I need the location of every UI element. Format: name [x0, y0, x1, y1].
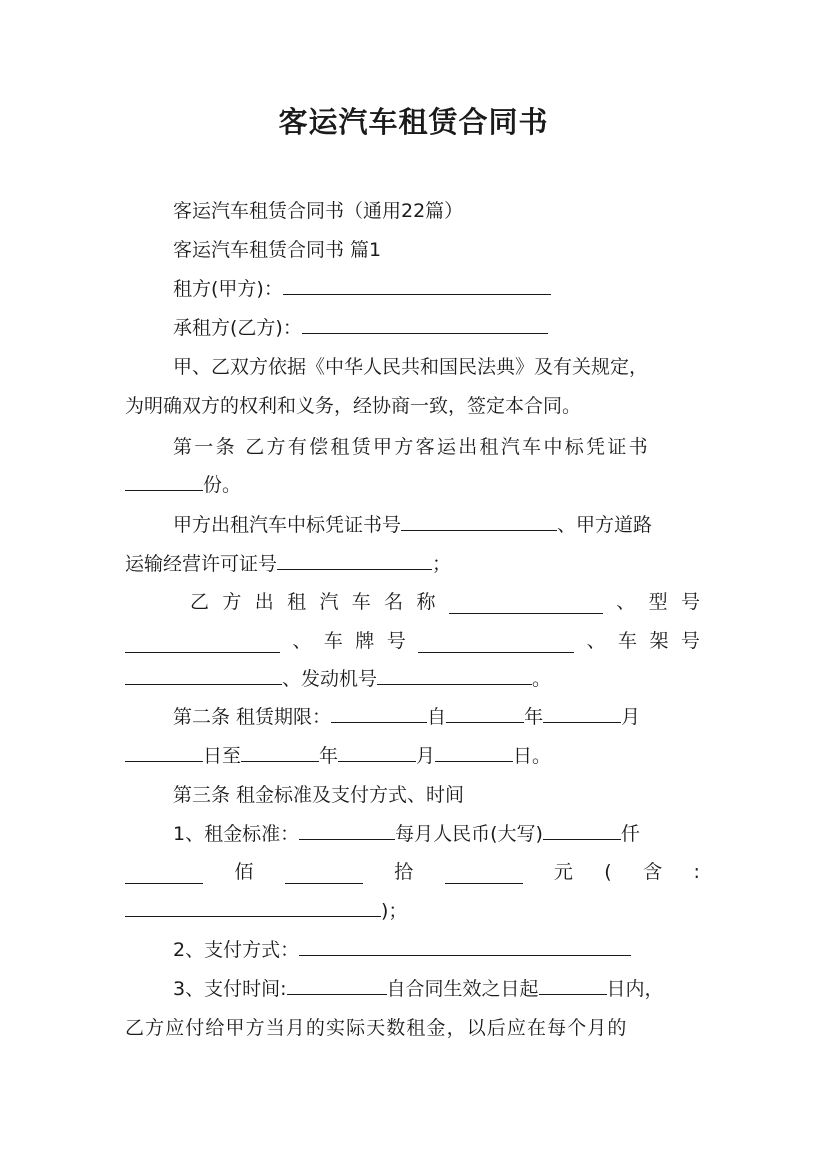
- vehicle-name-line: [190, 583, 700, 621]
- lessor-line: [173, 270, 700, 308]
- intro-line-1: 甲、乙双方依据《中华人民共和国民法典》及有关规定，: [173, 356, 649, 378]
- frame-char: 车: [618, 630, 638, 652]
- vehicle-name-char: 称: [416, 591, 436, 613]
- vehicle-name-char: 出: [254, 591, 274, 613]
- cert-number-label: 甲方出租汽车中标凭证书号: [173, 514, 402, 536]
- document-title: 客运汽车租赁合同书: [278, 105, 549, 139]
- day-end-label: 日。: [513, 745, 552, 767]
- article-1-line-1: [173, 428, 700, 466]
- article-2-line-2: [125, 737, 700, 775]
- paren-open: (: [604, 861, 612, 883]
- shi-blank: [285, 861, 363, 884]
- from-label: 自: [427, 706, 447, 728]
- year-label: 年: [524, 706, 544, 728]
- pay-method-label: 2、支付方式：: [173, 939, 300, 961]
- pay-time-blank: [287, 972, 387, 995]
- effective-label: 自合同生效之日起: [386, 978, 539, 1000]
- yuan-label: 元: [553, 861, 573, 883]
- road-license-prefix: 、甲方道路: [557, 514, 653, 536]
- days-blank: [539, 972, 607, 995]
- qian-blank: [543, 817, 621, 840]
- model-char: 型: [648, 591, 668, 613]
- vehicle-name-char: 方: [222, 591, 242, 613]
- plate-line: [125, 622, 700, 660]
- pay-method-blank: [299, 933, 631, 956]
- license-number-end: ；: [432, 553, 452, 575]
- engine-end: 。: [532, 668, 552, 690]
- plate-sep: 、: [292, 630, 312, 652]
- vehicle-name-char: 汽: [319, 591, 339, 613]
- qian-label: 仟: [620, 823, 640, 845]
- last-line: [125, 1009, 700, 1047]
- license-number-label: 运输经营许可证号: [125, 553, 278, 575]
- from-year-blank: [446, 700, 524, 723]
- license-number-line: [125, 545, 700, 583]
- pay-time-line: [173, 970, 700, 1008]
- lessee-line: [173, 309, 700, 347]
- rent-label: 1、租金标准：: [173, 823, 300, 845]
- rent-line-2: [125, 853, 700, 891]
- from-day-blank: [125, 739, 203, 762]
- plate-char: 号: [386, 630, 406, 652]
- lessee-label: 承租方(乙方)：: [173, 317, 302, 339]
- plate-blank: [418, 630, 574, 653]
- cert-number-line: [173, 506, 700, 544]
- plate-char: 牌: [355, 630, 375, 652]
- shi-label: 拾: [394, 861, 414, 883]
- model-char: 号: [680, 591, 700, 613]
- monthly-rmb-label: 每月人民币(大写): [395, 823, 543, 845]
- copies-suffix: 份。: [203, 474, 242, 496]
- term-blank: [331, 700, 427, 723]
- pay-time-label: 3、支付时间:: [173, 978, 287, 1000]
- days-label: 日内，: [606, 978, 664, 1000]
- engine-line: [125, 660, 700, 698]
- last-line-text: 乙方应付给甲方当月的实际天数租金，以后应在每个月的: [125, 1017, 628, 1039]
- vehicle-name-blank: [449, 591, 603, 614]
- pay-method-line: [173, 931, 700, 969]
- vehicle-name-char: 名: [384, 591, 404, 613]
- article-1-text: 第一条 乙方有偿租赁甲方客运出租汽车中标凭证书: [173, 436, 650, 458]
- model-blank: [125, 630, 280, 653]
- plate-char: 车: [323, 630, 343, 652]
- engine-blank: [377, 662, 532, 685]
- day-to-label: 日至: [203, 745, 242, 767]
- to-month-blank: [338, 739, 416, 762]
- license-number-blank: [277, 547, 432, 570]
- yuan-blank: [445, 861, 523, 884]
- bai-label: 佰: [234, 861, 254, 883]
- frame-char: 号: [680, 630, 700, 652]
- year-label: 年: [319, 745, 339, 767]
- frame-char: 架: [649, 630, 669, 652]
- article-3-heading: 第三条 租金标准及支付方式、时间: [173, 784, 465, 806]
- rent-standard-blank: [299, 817, 395, 840]
- frame-blank: [125, 662, 282, 685]
- to-year-blank: [241, 739, 319, 762]
- bai-blank: [125, 861, 203, 884]
- han-label: 含: [643, 861, 663, 883]
- engine-label: 、发动机号: [282, 668, 378, 690]
- article-2-label: 第二条 租赁期限：: [173, 706, 332, 728]
- lessee-blank: [302, 311, 548, 334]
- cert-number-blank: [401, 508, 557, 531]
- intro-line-2: 为明确双方的权利和义务，经协商一致，签定本合同。: [125, 395, 582, 417]
- vehicle-name-char: 乙: [190, 591, 210, 613]
- frame-sep: 、: [586, 630, 606, 652]
- colon: :: [693, 861, 700, 883]
- rent-line-3: [125, 892, 700, 930]
- paren-close: )；: [381, 900, 408, 922]
- article-1-line-2: [125, 466, 700, 504]
- article-2-line-1: [173, 698, 700, 736]
- lessor-blank: [283, 272, 551, 295]
- vehicle-name-char: 租: [287, 591, 307, 613]
- to-day-blank: [435, 739, 513, 762]
- copies-blank: [125, 468, 203, 491]
- lessor-label: 租方(甲方)：: [173, 278, 283, 300]
- month-label: 月: [621, 706, 641, 728]
- model-sep: 、: [616, 591, 636, 613]
- subtitle: 客运汽车租赁合同书（通用22篇）: [173, 200, 464, 222]
- from-month-blank: [543, 700, 621, 723]
- section-heading: 客运汽车租赁合同书 篇1: [173, 239, 382, 261]
- month-label: 月: [416, 745, 436, 767]
- rent-line-1: [173, 815, 700, 853]
- vehicle-name-char: 车: [351, 591, 371, 613]
- including-blank: [125, 894, 381, 917]
